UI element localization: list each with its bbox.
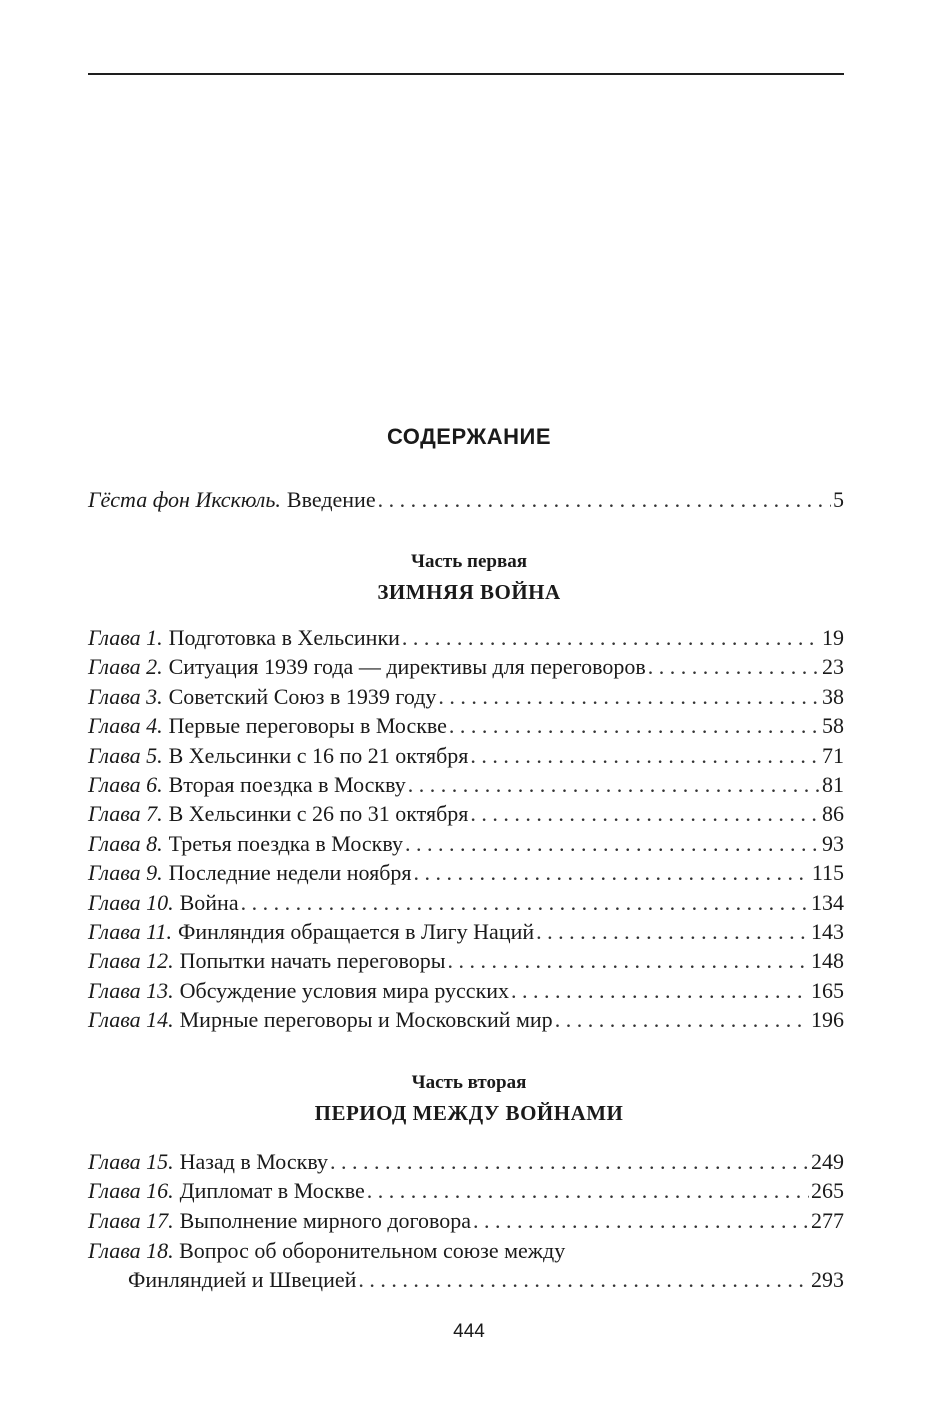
leader-dots xyxy=(555,1007,809,1033)
page-number: 58 xyxy=(822,713,844,739)
chapter-title: Назад в Москву xyxy=(179,1149,328,1174)
chapter-lead: Глава 9. xyxy=(88,860,163,886)
chapter-lead: Глава 12. xyxy=(88,948,174,974)
chapter-title-line2: Финляндией и Швецией xyxy=(128,1267,357,1292)
leader-dots xyxy=(648,654,820,680)
chapter-title: Дипломат в Москве xyxy=(179,1178,365,1204)
leader-dots xyxy=(408,772,820,798)
chapter-title: Третья поездка в Москву xyxy=(168,830,403,856)
chapter-lead: Глава 10. xyxy=(88,889,174,915)
chapter-lead: Глава 11. xyxy=(88,919,172,944)
leader-dots xyxy=(473,1208,809,1234)
leader-dots xyxy=(414,860,810,886)
page-number: 265 xyxy=(811,1178,844,1204)
leader-dots xyxy=(378,487,831,513)
toc-entry xyxy=(88,772,844,801)
toc-entry-chapter-18-line1 xyxy=(88,1238,565,1264)
toc-entry-chapter-18-line2 xyxy=(128,1267,844,1296)
chapter-lead: Глава 3. xyxy=(88,683,163,709)
leader-dots xyxy=(470,801,820,827)
toc-entry xyxy=(88,1178,844,1207)
part-two-title: ПЕРИОД МЕЖДУ ВОЙНАМИ xyxy=(314,1101,624,1125)
chapter-lead: Глава 15. xyxy=(88,1149,174,1174)
toc-entry xyxy=(88,743,844,772)
chapter-lead: Глава 13. xyxy=(88,977,174,1003)
chapter-lead: Глава 16. xyxy=(88,1178,174,1204)
chapter-title: В Хельсинки с 26 по 31 октября xyxy=(168,801,469,827)
toc-entry xyxy=(88,978,844,1007)
page-number: 93 xyxy=(822,830,844,856)
leader-dots xyxy=(438,684,820,710)
page-number: 165 xyxy=(811,977,844,1003)
page-number: 148 xyxy=(811,948,844,974)
intro-title: Введение xyxy=(286,487,376,512)
chapter-title-line1: Вопрос об оборонительном союзе между xyxy=(179,1238,566,1263)
page-number: 86 xyxy=(822,801,844,827)
page-number: 71 xyxy=(822,742,844,768)
part-one-title: ЗИМНЯЯ ВОЙНА xyxy=(377,580,561,604)
leader-dots xyxy=(330,1149,809,1175)
intro-author: Гёста фон Икскюль. xyxy=(88,487,281,512)
leader-dots xyxy=(241,890,809,916)
page-number: 143 xyxy=(811,919,844,944)
leader-dots xyxy=(402,625,820,651)
chapter-lead: Глава 1. xyxy=(88,625,163,650)
chapter-lead: Глава 5. xyxy=(88,742,163,768)
leader-dots xyxy=(358,1267,809,1293)
chapter-title: Последние недели ноября xyxy=(168,860,412,886)
toc-entry xyxy=(88,948,844,977)
chapter-title: Подготовка в Хельсинки xyxy=(168,625,400,650)
leader-dots xyxy=(470,743,820,769)
chapter-lead: Глава 7. xyxy=(88,801,163,827)
page-number: 249 xyxy=(811,1149,844,1174)
page-number: 23 xyxy=(822,654,844,680)
page-number: 196 xyxy=(811,1007,844,1033)
chapter-lead: Глава 8. xyxy=(88,830,163,856)
toc-entry xyxy=(88,625,844,654)
toc-entry xyxy=(88,890,844,919)
leader-dots xyxy=(448,948,810,974)
chapter-title: Советский Союз в 1939 году xyxy=(168,683,437,709)
chapter-title: Вторая поездка в Москву xyxy=(168,772,406,797)
chapter-title: В Хельсинки с 16 по 21 октября xyxy=(168,742,469,768)
page-number: 277 xyxy=(811,1207,844,1233)
chapter-title: Попытки начать переговоры xyxy=(179,948,446,974)
page-number: 134 xyxy=(811,889,844,915)
toc-entry xyxy=(88,1149,844,1178)
chapter-lead: Глава 4. xyxy=(88,713,163,739)
chapter-title: Обсуждение условия мира русских xyxy=(179,977,510,1003)
chapter-lead: Глава 14. xyxy=(88,1007,174,1033)
toc-entry xyxy=(88,654,844,683)
page-number: 19 xyxy=(822,625,844,650)
chapter-title: Ситуация 1939 года — директивы для переговоров xyxy=(168,654,646,680)
toc-entry xyxy=(88,919,844,948)
chapter-title: Первые переговоры в Москве xyxy=(168,713,447,739)
leader-dots xyxy=(367,1178,809,1204)
toc-entry xyxy=(88,831,844,860)
part-two-label: Часть вторая xyxy=(411,1072,527,1093)
leader-dots xyxy=(536,919,809,945)
chapter-lead: Глава 17. xyxy=(88,1207,174,1233)
toc-entry xyxy=(88,801,844,830)
toc-entry xyxy=(88,1208,844,1237)
part-one-label: Часть первая xyxy=(411,551,527,572)
chapter-lead: Глава 2. xyxy=(88,654,163,680)
chapter-title: Выполнение мирного договора xyxy=(179,1207,471,1233)
toc-entry xyxy=(88,1007,844,1036)
toc-entry xyxy=(88,713,844,742)
leader-dots xyxy=(511,978,809,1004)
chapter-title: Финляндия обращается в Лигу Наций xyxy=(177,919,535,944)
page-number: 81 xyxy=(822,772,844,797)
chapter-lead: Глава 6. xyxy=(88,772,163,797)
page-number: 115 xyxy=(811,860,844,886)
chapter-lead: Глава 18. xyxy=(88,1238,174,1263)
page-folio: 444 xyxy=(453,1321,485,1342)
toc-entry xyxy=(88,684,844,713)
leader-dots xyxy=(449,713,820,739)
chapter-title: Мирные переговоры и Московский мир xyxy=(179,1007,553,1033)
toc-entry xyxy=(88,860,844,889)
page-number: 293 xyxy=(811,1267,844,1292)
toc-entry-introduction xyxy=(88,487,844,516)
page-number: 5 xyxy=(833,487,844,512)
leader-dots xyxy=(405,831,820,857)
page-number: 38 xyxy=(822,683,844,709)
toc-heading: СОДЕРЖАНИЕ xyxy=(386,424,552,449)
chapter-title: Война xyxy=(179,889,239,915)
header-rule xyxy=(88,73,844,75)
